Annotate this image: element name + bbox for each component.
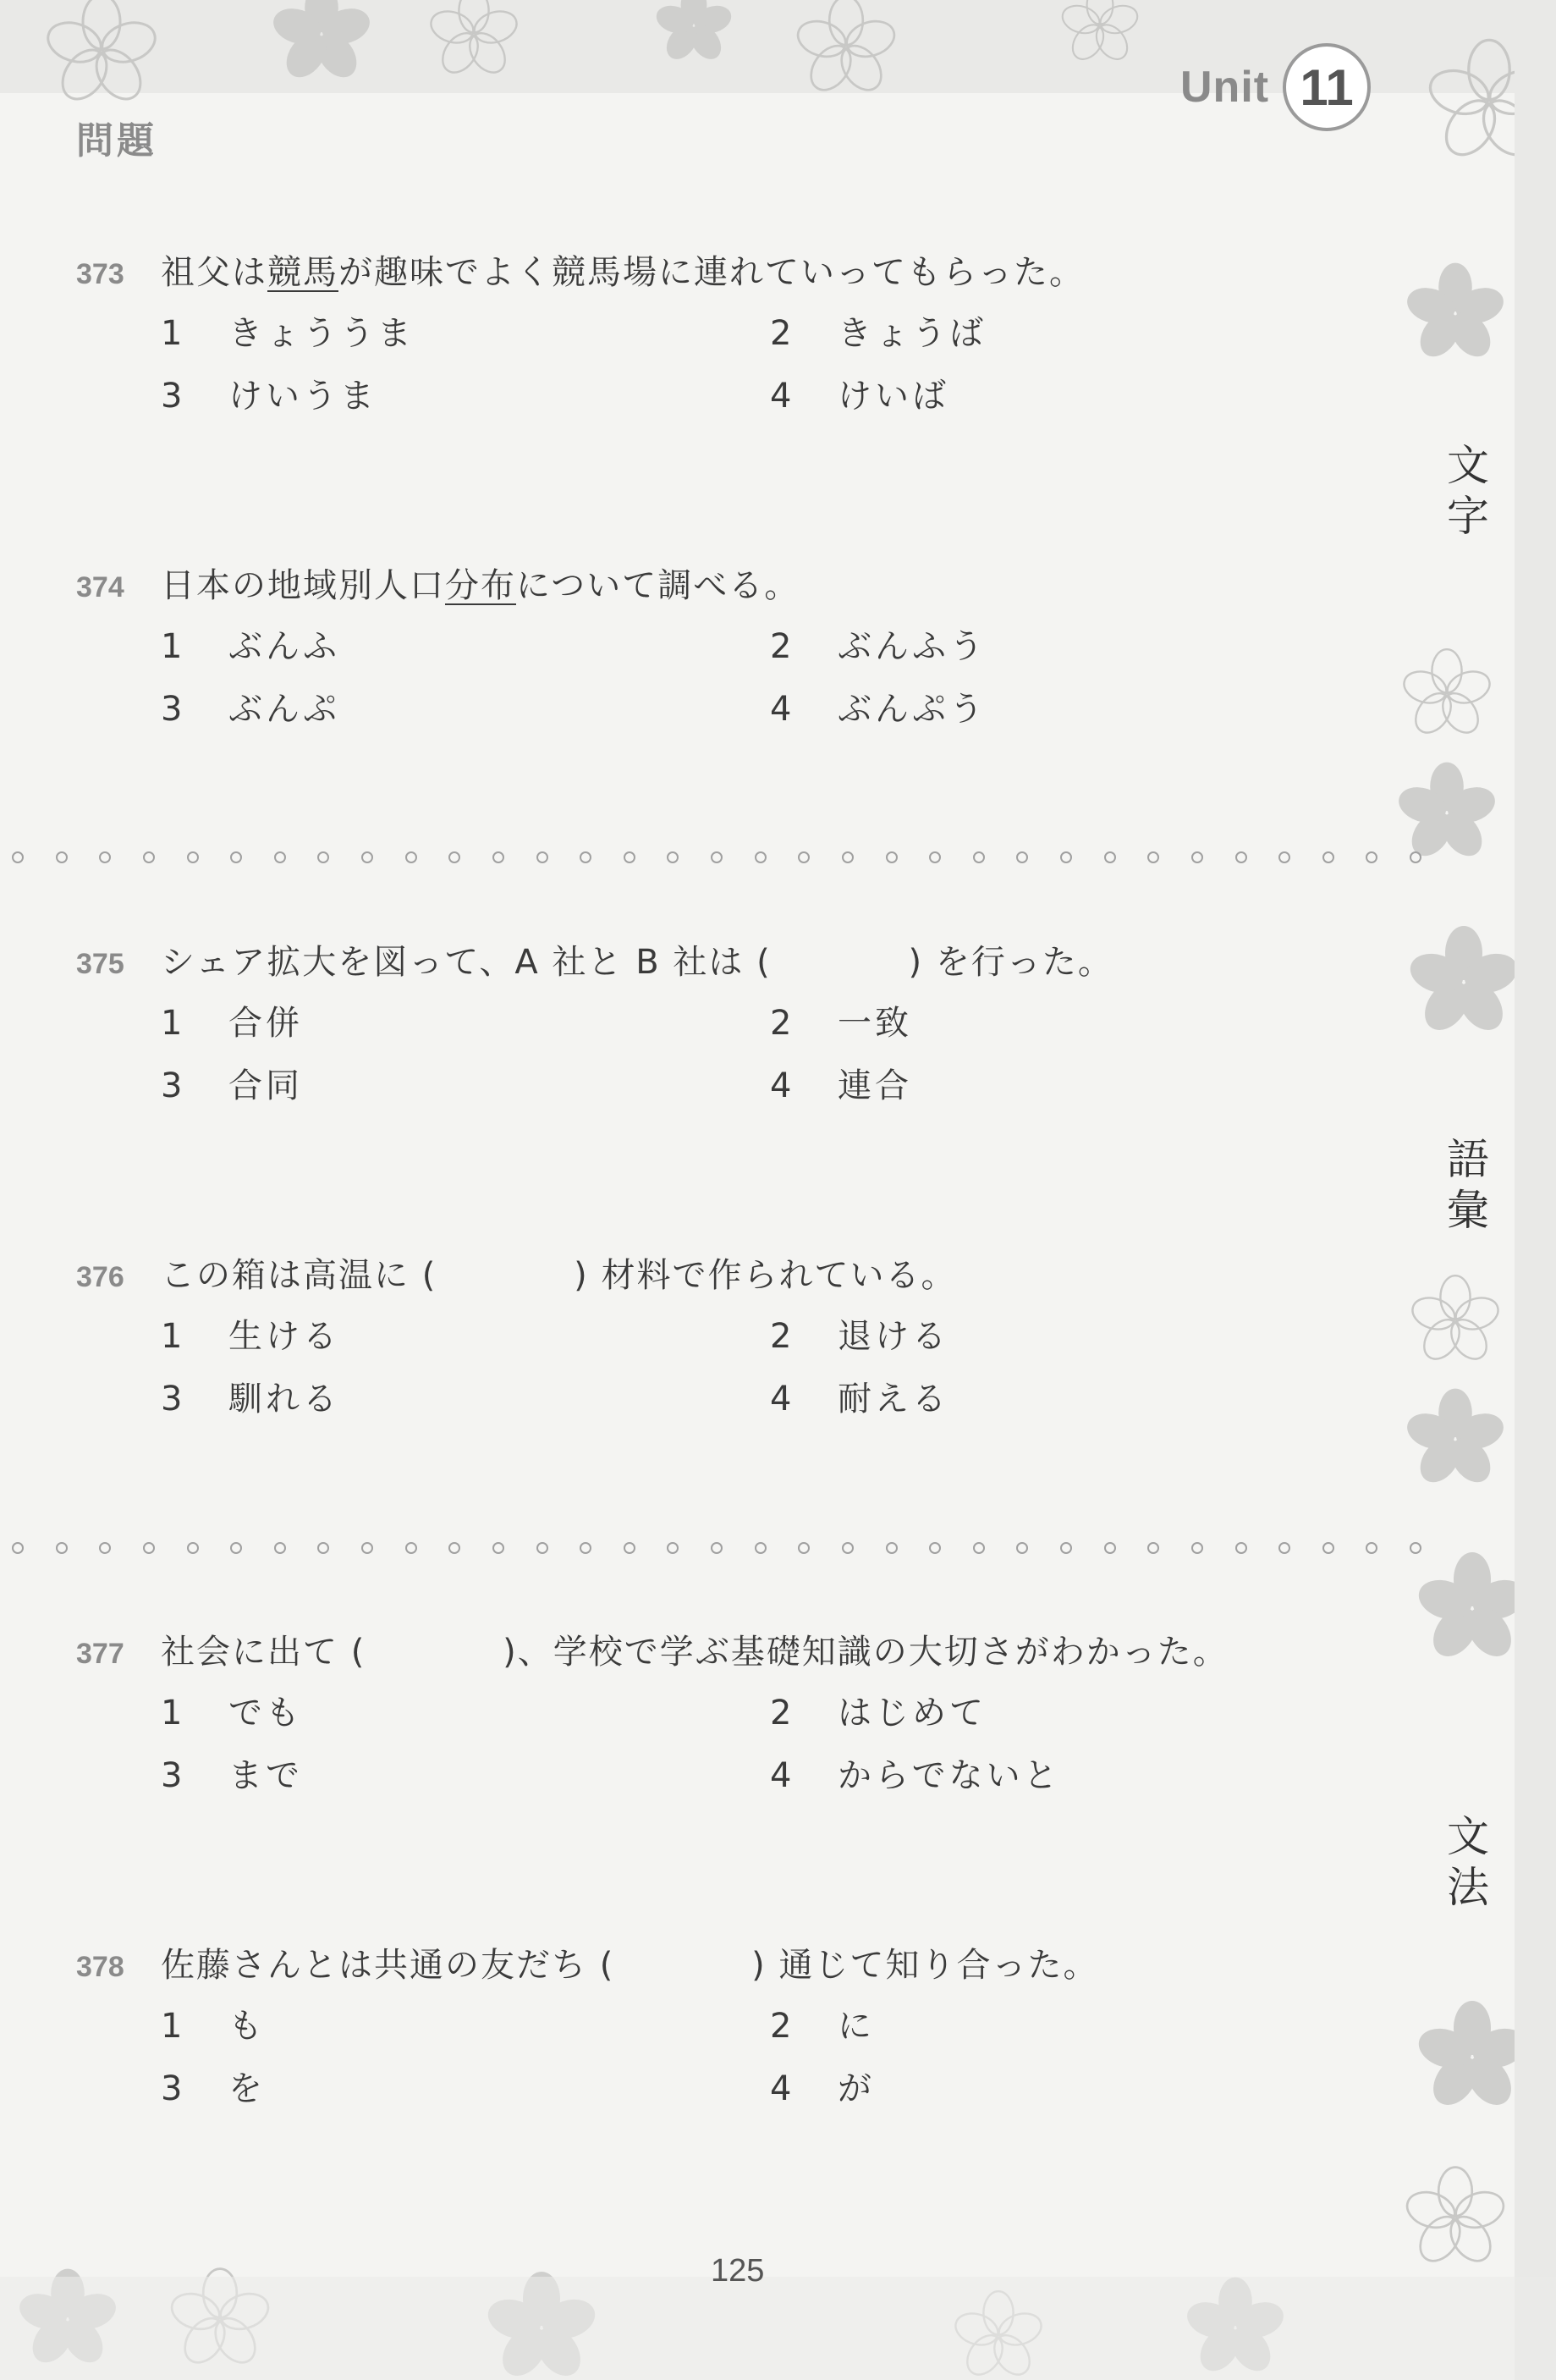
option-text: が [838, 2069, 875, 2108]
option-text: に [838, 2007, 875, 2046]
divider-dot [755, 1542, 767, 1554]
option-text: からでないと [838, 1756, 1061, 1795]
option-number: 2 [770, 2007, 792, 2046]
option-text: 耐える [838, 1380, 949, 1419]
divider-dot [1278, 851, 1290, 863]
answer-option[interactable] [770, 996, 1379, 1045]
unit-number-circle [1283, 43, 1371, 131]
answer-option[interactable] [161, 620, 770, 669]
option-number: 4 [770, 2069, 792, 2108]
side-tab-char: 語 [1447, 1135, 1489, 1184]
divider-dot [1410, 1542, 1421, 1554]
option-number: 3 [161, 690, 183, 729]
option-number: 4 [770, 1380, 792, 1419]
option-number: 4 [770, 377, 792, 416]
divider-dot [143, 851, 155, 863]
question-text-before: 祖父は [161, 253, 267, 292]
answer-option[interactable] [770, 1686, 1379, 1735]
divider-dot [317, 851, 329, 863]
option-text: けいうま [228, 377, 377, 416]
question-374 [76, 559, 1396, 731]
divider-dot [580, 851, 591, 863]
divider-dot [667, 851, 679, 863]
divider-dot [1191, 1542, 1203, 1554]
divider-dot [448, 1542, 460, 1554]
option-text: 連合 [838, 1066, 912, 1105]
divider-dot [1278, 1542, 1290, 1554]
divider-dot [886, 1542, 898, 1554]
question-text [161, 1248, 957, 1297]
question-number: 374 [76, 571, 124, 603]
option-number: 2 [770, 1004, 792, 1043]
divider-dot [1235, 1542, 1247, 1554]
divider-dot [12, 851, 24, 863]
question-text [161, 245, 1085, 294]
divider-dot [1147, 851, 1159, 863]
option-number: 2 [770, 1694, 792, 1733]
answer-option[interactable] [161, 1749, 770, 1798]
divider-dot [1060, 851, 1072, 863]
option-number: 3 [161, 1380, 183, 1419]
answer-option[interactable] [770, 1309, 1379, 1358]
answer-options [76, 306, 1396, 418]
question-number: 375 [76, 948, 124, 980]
divider-dot [1322, 851, 1334, 863]
question-number: 373 [76, 258, 124, 290]
underlined-word: 分布 [445, 566, 516, 605]
question-378 [76, 1938, 1396, 2111]
answer-option[interactable] [161, 996, 770, 1045]
question-number: 376 [76, 1261, 124, 1293]
question-376 [76, 1248, 1396, 1421]
divider-dot [973, 1542, 985, 1554]
divider-dot [1410, 851, 1421, 863]
option-number: 1 [161, 2007, 183, 2046]
option-text: でも [228, 1694, 303, 1733]
answer-options [76, 996, 1396, 1108]
side-tab-bunpo [1438, 1811, 1498, 1913]
divider-dot [886, 851, 898, 863]
divider-dot [711, 1542, 723, 1554]
answer-options [76, 1309, 1396, 1421]
divider-dot [711, 851, 723, 863]
option-number: 2 [770, 314, 792, 353]
question-text-before: 佐藤さんとは共通の友だち ( ) 通じて知り合った。 [161, 1946, 1099, 1985]
question-text-before: 日本の地域別人口 [161, 566, 445, 605]
divider-dot [1366, 1542, 1377, 1554]
answer-options [76, 1686, 1396, 1798]
option-number: 1 [161, 314, 183, 353]
divider-dot [798, 851, 810, 863]
divider-dot [536, 1542, 548, 1554]
option-number: 4 [770, 1066, 792, 1105]
divider-dot [448, 851, 460, 863]
divider-dot [624, 851, 635, 863]
question-text-after: が趣味でよく競馬場に連れていってもらった。 [338, 253, 1085, 292]
divider-dot [798, 1542, 810, 1554]
question-text-before: 社会に出て ( )、学校で学ぶ基礎知識の大切さがわかった。 [161, 1633, 1229, 1672]
question-text [161, 559, 800, 607]
divider-dot [187, 851, 199, 863]
dotted-divider [0, 1542, 1421, 1562]
question-375 [76, 935, 1396, 1108]
answer-option[interactable] [161, 1999, 770, 2048]
option-number: 3 [161, 2069, 183, 2108]
answer-option[interactable] [770, 682, 1379, 731]
divider-dot [361, 851, 373, 863]
question-377 [76, 1625, 1396, 1798]
option-number: 4 [770, 1756, 792, 1795]
divider-dot [405, 851, 417, 863]
side-tab-char: 文 [1447, 1812, 1489, 1861]
divider-dot [1322, 1542, 1334, 1554]
answer-option[interactable] [161, 1059, 770, 1108]
divider-dot [274, 851, 286, 863]
divider-dot [274, 1542, 286, 1554]
divider-dot [624, 1542, 635, 1554]
option-text: ぶんぷう [838, 690, 987, 729]
option-number: 3 [161, 1066, 183, 1105]
answer-option[interactable] [161, 306, 770, 355]
divider-dot [1191, 851, 1203, 863]
answer-option[interactable] [161, 1372, 770, 1421]
answer-option[interactable] [770, 1999, 1379, 2048]
answer-options [76, 620, 1396, 731]
divider-dot [361, 1542, 373, 1554]
divider-dot [667, 1542, 679, 1554]
option-text: 退ける [838, 1317, 949, 1356]
divider-dot [1016, 1542, 1028, 1554]
answer-option[interactable] [770, 620, 1379, 669]
side-tab-char: 文 [1447, 441, 1489, 490]
question-text [161, 935, 1113, 983]
divider-dot [842, 1542, 854, 1554]
question-number: 378 [76, 1951, 124, 1983]
side-tab-goi [1438, 1134, 1498, 1236]
question-text [161, 1938, 1099, 1986]
dotted-divider [0, 851, 1421, 872]
side-tab-char: 法 [1447, 1863, 1489, 1912]
question-text [161, 1625, 1229, 1673]
option-text: 馴れる [228, 1380, 340, 1419]
question-text-after: について調べる。 [516, 566, 800, 605]
answer-option[interactable] [770, 1749, 1379, 1798]
divider-dot [187, 1542, 199, 1554]
option-text: ぶんふう [838, 627, 987, 666]
divider-dot [1060, 1542, 1072, 1554]
answer-option[interactable] [770, 2062, 1379, 2111]
answer-option[interactable] [161, 1309, 770, 1358]
divider-dot [1366, 851, 1377, 863]
option-number: 4 [770, 690, 792, 729]
page-number: 125 [711, 2253, 765, 2289]
divider-dot [12, 1542, 24, 1554]
question-text-before: シェア拡大を図って、A 社と B 社は ( ) を行った。 [161, 943, 1113, 982]
divider-dot [1147, 1542, 1159, 1554]
divider-dot [317, 1542, 329, 1554]
divider-dot [492, 1542, 504, 1554]
side-tab-moji [1438, 440, 1498, 542]
option-text: はじめて [838, 1694, 987, 1733]
option-text: 一致 [838, 1004, 912, 1043]
side-tab-char: 彙 [1447, 1186, 1489, 1235]
answer-option[interactable] [161, 369, 770, 418]
divider-dot [56, 851, 68, 863]
option-text: も [228, 2007, 266, 2046]
divider-dot [929, 851, 941, 863]
option-text: まで [228, 1756, 303, 1795]
answer-option[interactable] [770, 306, 1379, 355]
divider-dot [405, 1542, 417, 1554]
divider-dot [755, 851, 767, 863]
divider-dot [929, 1542, 941, 1554]
answer-option[interactable] [770, 369, 1379, 418]
divider-dot [99, 1542, 111, 1554]
question-number: 377 [76, 1638, 124, 1670]
divider-dot [492, 851, 504, 863]
option-number: 2 [770, 627, 792, 666]
answer-option[interactable] [161, 682, 770, 731]
side-tab-char: 字 [1447, 492, 1489, 541]
option-text: きょううま [228, 314, 415, 353]
question-373 [76, 245, 1396, 418]
underlined-word: 競馬 [267, 253, 338, 292]
divider-dot [842, 851, 854, 863]
answer-option[interactable] [770, 1372, 1379, 1421]
divider-dot [973, 851, 985, 863]
divider-dot [99, 851, 111, 863]
option-number: 1 [161, 1317, 183, 1356]
option-text: ぶんふ [228, 627, 340, 666]
option-number: 3 [161, 1756, 183, 1795]
divider-dot [230, 1542, 242, 1554]
option-text: を [228, 2069, 266, 2108]
option-text: きょうば [838, 314, 987, 353]
option-number: 1 [161, 1004, 183, 1043]
divider-dot [1104, 851, 1116, 863]
option-text: 生ける [228, 1317, 340, 1356]
divider-dot [230, 851, 242, 863]
answer-options [76, 1999, 1396, 2111]
option-text: 合併 [228, 1004, 303, 1043]
section-title: 問題 [76, 119, 157, 163]
divider-dot [56, 1542, 68, 1554]
divider-dot [143, 1542, 155, 1554]
option-number: 3 [161, 377, 183, 416]
option-number: 1 [161, 627, 183, 666]
option-text: 合同 [228, 1066, 303, 1105]
unit-badge [1180, 41, 1371, 134]
unit-number: 11 [1300, 58, 1354, 116]
option-number: 1 [161, 1694, 183, 1733]
answer-option[interactable] [161, 1686, 770, 1735]
answer-option[interactable] [770, 1059, 1379, 1108]
option-number: 2 [770, 1317, 792, 1356]
divider-dot [536, 851, 548, 863]
divider-dot [1104, 1542, 1116, 1554]
option-text: ぶんぷ [228, 690, 340, 729]
divider-dot [580, 1542, 591, 1554]
option-text: けいば [838, 377, 949, 416]
question-text-before: この箱は高温に ( ) 材料で作られている。 [161, 1256, 957, 1295]
answer-option[interactable] [161, 2062, 770, 2111]
divider-dot [1235, 851, 1247, 863]
unit-label: Unit [1180, 63, 1270, 112]
divider-dot [1016, 851, 1028, 863]
